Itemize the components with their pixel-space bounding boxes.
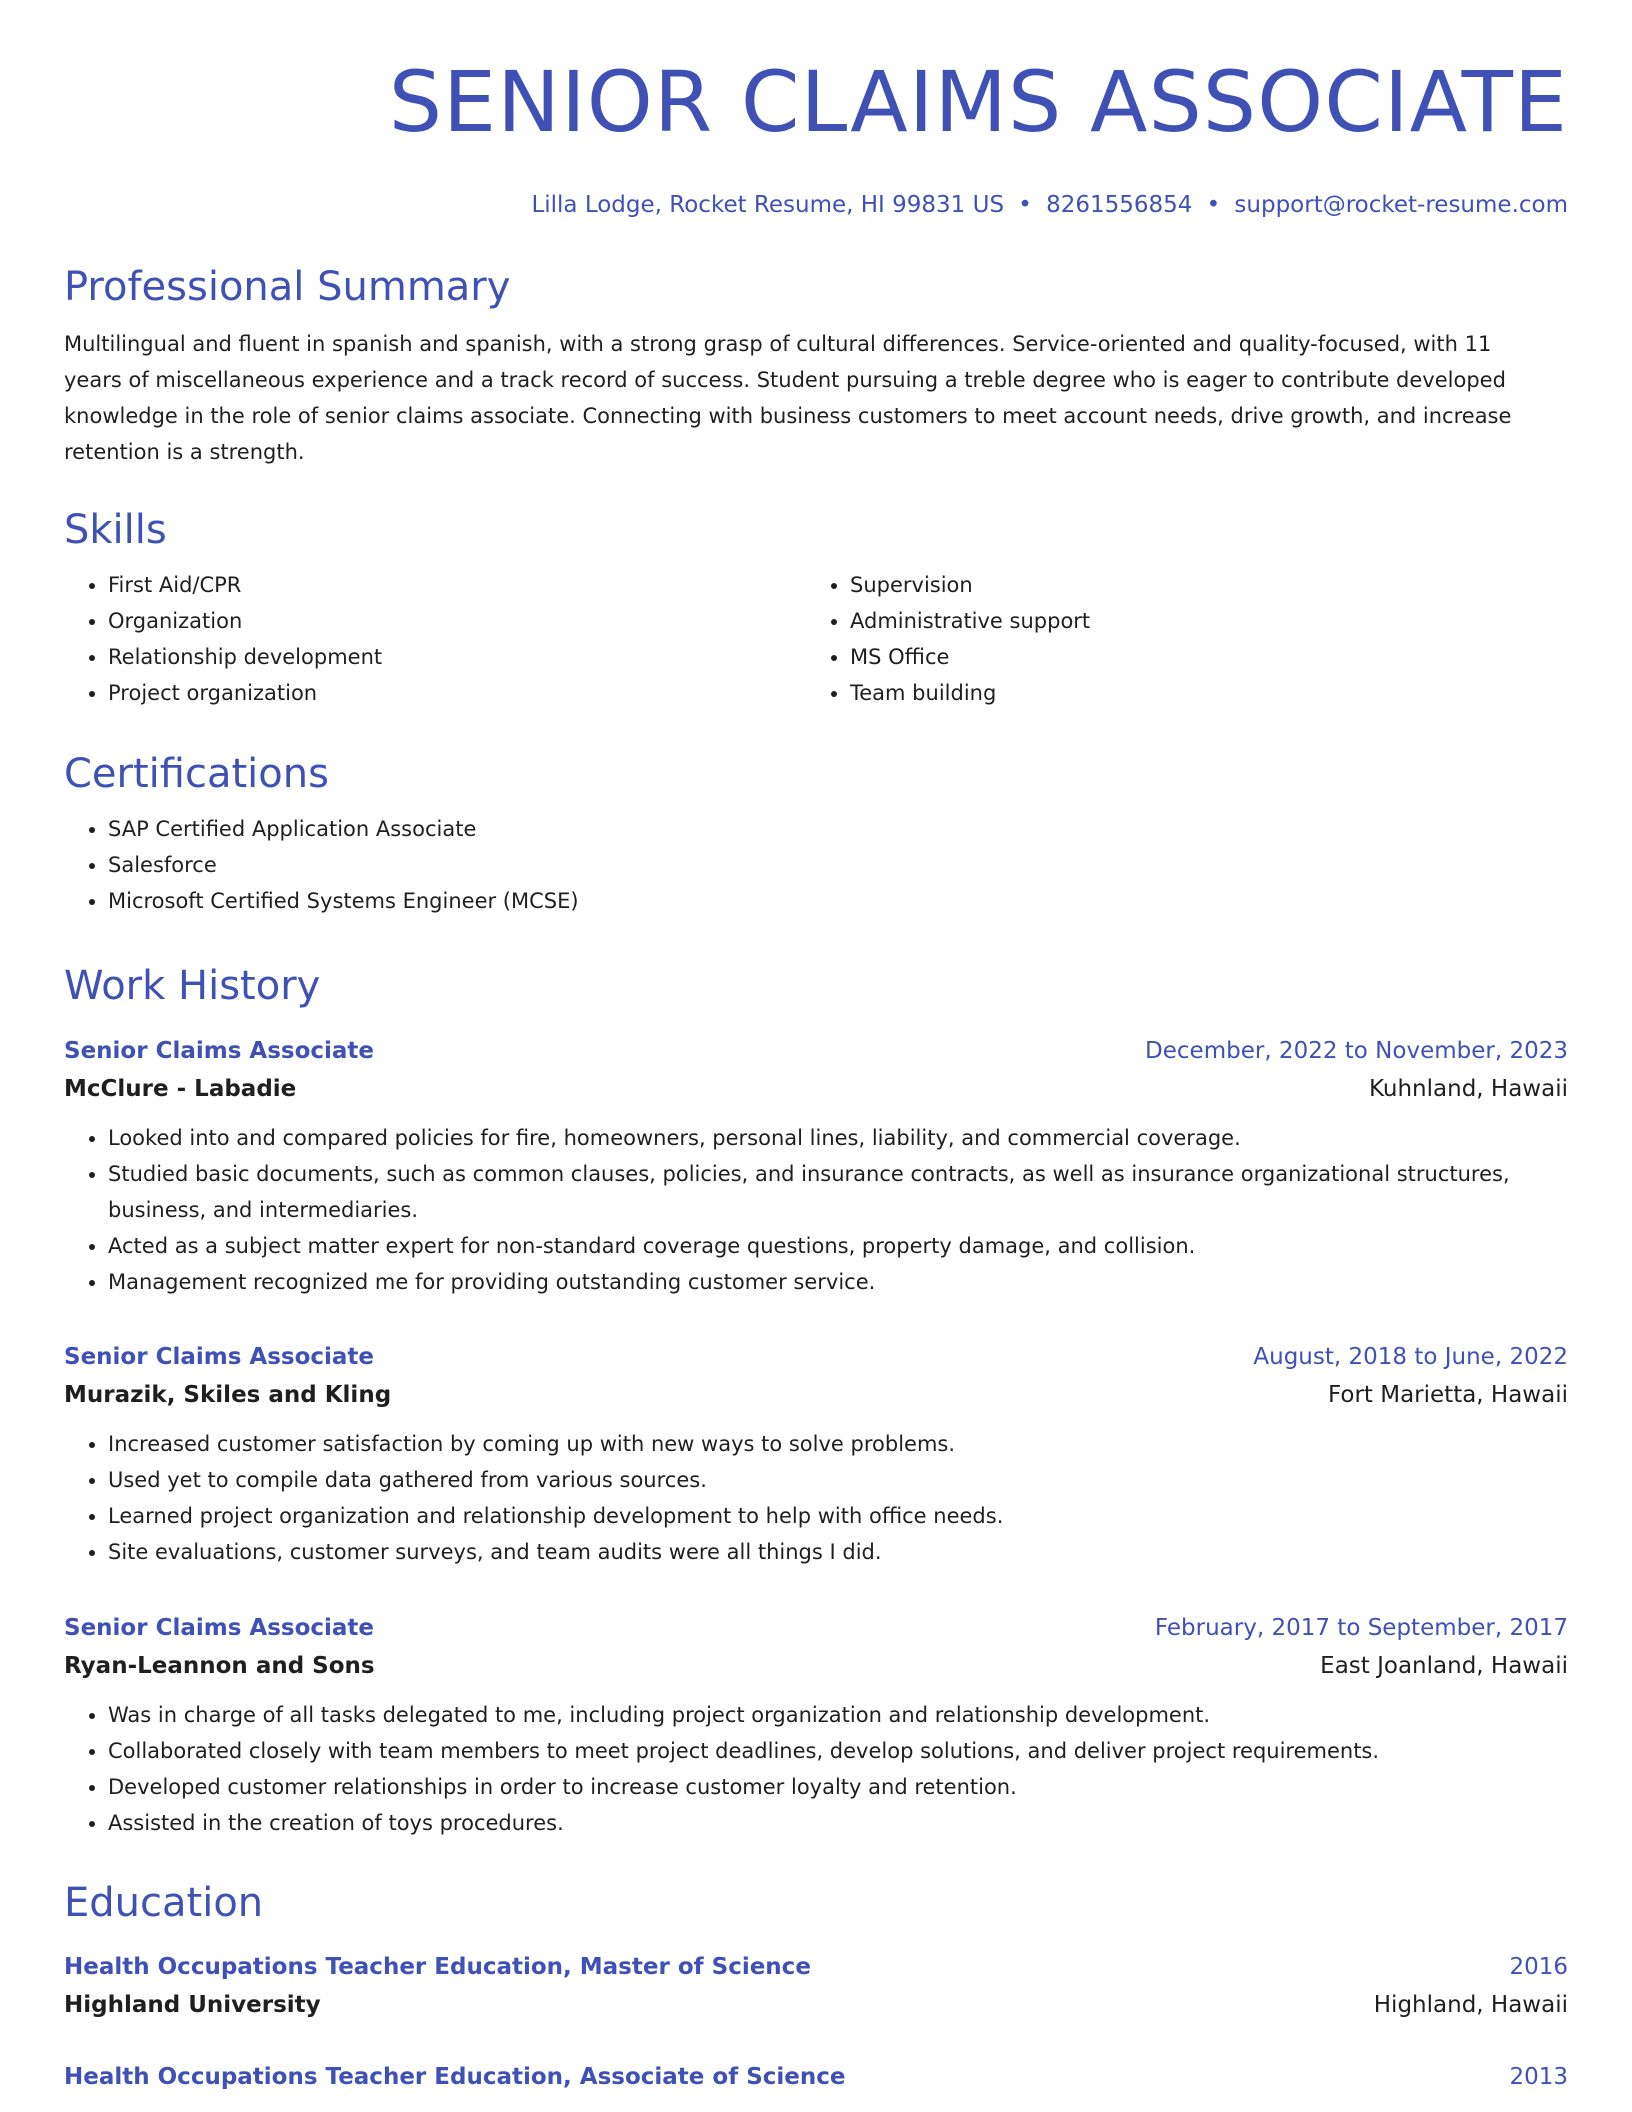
job-dates: February, 2017 to September, 2017: [1154, 1615, 1568, 1641]
job-bullet: • Developed customer relationships in order to increase customer loyalty and retention.: [108, 1769, 1568, 1805]
job-bullet: • Looked into and compared policies for fire, homeowners, personal lines, liability, and commercial coverage.: [108, 1120, 1568, 1156]
job-company: Murazik, Skiles and Kling: [64, 1382, 392, 1408]
summary-text: Multilingual and fluent in spanish and spanish, with a strong grasp of cultural differences. Service-oriented and quality-focused, with 11 years of miscellaneous experience and a track record of success. Student pursuing a treble degree who is eager to contribute developed knowledge in the role of senior claims associate. Connecting with business customers to meet account needs, drive growth, and increase retention is a strength.: [64, 332, 1512, 464]
education-header: [64, 1948, 1568, 1986]
job-subheader: [64, 1647, 1568, 1685]
job-bullet: • Management recognized me for providing outstanding customer service.: [108, 1264, 1568, 1300]
contact-address: Lilla Lodge, Rocket Resume, HI 99831 US: [531, 192, 1005, 218]
skill-item: • Supervision: [850, 567, 1548, 603]
job-bullet: • Collaborated closely with team members to meet project deadlines, develop solutions, and deliver project requirements.: [108, 1733, 1568, 1769]
education-location: Highland, Hawaii: [1373, 1992, 1568, 2018]
contact-phone: 8261556854: [1046, 192, 1193, 218]
job-bullets: [64, 1697, 1568, 1841]
job-title: Senior Claims Associate: [64, 1344, 375, 1370]
job-header: [64, 1032, 1568, 1070]
skill-item: • MS Office: [850, 639, 1548, 675]
job-bullet: • Site evaluations, customer surveys, and team audits were all things I did.: [108, 1534, 1568, 1570]
skill-item: • Relationship development: [108, 639, 806, 675]
skills-section: [64, 505, 1568, 711]
contact-email[interactable]: support@rocket-resume.com: [1234, 192, 1568, 218]
certification-item: • SAP Certified Application Associate: [108, 811, 1568, 847]
job-bullet: • Used yet to compile data gathered from various sources.: [108, 1462, 1568, 1498]
education-degree: Health Occupations Teacher Education, Associate of Science: [64, 2064, 846, 2090]
education-subheader: [64, 1986, 1568, 2024]
contact-separator: •: [1018, 192, 1032, 218]
job-header: [64, 1338, 1568, 1376]
certifications-section: [64, 749, 1568, 919]
job-company: McClure - Labadie: [64, 1076, 297, 1102]
job-bullet: • Acted as a subject matter expert for non-standard coverage questions, property damage, and collision.: [108, 1228, 1568, 1264]
education-section: [64, 1878, 1568, 1928]
certification-item: • Salesforce: [108, 847, 1568, 883]
job-bullet: • Studied basic documents, such as common clauses, policies, and insurance contracts, as well as insurance organizational structures, business, and intermediaries.: [108, 1156, 1568, 1228]
job-bullets: [64, 1120, 1568, 1300]
certification-item: • Microsoft Certified Systems Engineer (MCSE): [108, 883, 1568, 919]
job-location: East Joanland, Hawaii: [1320, 1653, 1568, 1679]
education-entry: [64, 1948, 1568, 2024]
job-dates: August, 2018 to June, 2022: [1253, 1344, 1568, 1370]
skills-list-right: [806, 567, 1548, 711]
job-subheader: [64, 1070, 1568, 1108]
job-bullet: • Assisted in the creation of toys procedures.: [108, 1805, 1568, 1841]
job-subheader: [64, 1376, 1568, 1414]
job-bullet: • Learned project organization and relationship development to help with office needs.: [108, 1498, 1568, 1534]
contact-line: [64, 190, 1568, 220]
job-title: Senior Claims Associate: [64, 1038, 375, 1064]
summary-title: Professional Summary: [64, 264, 511, 310]
contact-separator: •: [1206, 192, 1221, 218]
job-header: [64, 1609, 1568, 1647]
education-year: 2016: [1509, 1954, 1568, 1980]
job-entry: [64, 1609, 1568, 1841]
job-location: Kuhnland, Hawaii: [1368, 1076, 1568, 1102]
job-location: Fort Marietta, Hawaii: [1327, 1382, 1568, 1408]
job-dates: December, 2022 to November, 2023: [1145, 1038, 1568, 1064]
education-title: Education: [64, 1880, 264, 1926]
education-entry: [64, 2058, 1568, 2096]
job-title: Senior Claims Associate: [64, 1615, 375, 1641]
education-year: 2013: [1509, 2064, 1568, 2090]
skill-item: • First Aid/CPR: [108, 567, 806, 603]
education-header: [64, 2058, 1568, 2096]
job-bullet: • Increased customer satisfaction by coming up with new ways to solve problems.: [108, 1426, 1568, 1462]
resume-name: SENIOR CLAIMS ASSOCIATE: [388, 53, 1568, 151]
certifications-title: Certifications: [64, 751, 329, 797]
skills-grid: [64, 567, 1568, 711]
skills-list-left: [64, 567, 806, 711]
job-bullet: • Was in charge of all tasks delegated to me, including project organization and relationship development.: [108, 1697, 1568, 1733]
job-entry: [64, 1338, 1568, 1570]
skill-item: • Administrative support: [850, 603, 1548, 639]
work-history-title: Work History: [64, 963, 321, 1009]
skills-title: Skills: [64, 507, 167, 553]
education-school: Highland University: [64, 1992, 321, 2018]
work-history-section: [64, 961, 1568, 1011]
job-entry: [64, 1032, 1568, 1300]
skill-item: • Project organization: [108, 675, 806, 711]
skill-item: • Organization: [108, 603, 806, 639]
skill-item: • Team building: [850, 675, 1548, 711]
job-company: Ryan-Leannon and Sons: [64, 1653, 375, 1679]
certifications-list: [64, 811, 1568, 919]
education-degree: Health Occupations Teacher Education, Master of Science: [64, 1954, 811, 1980]
job-bullets: [64, 1426, 1568, 1570]
summary-section: [64, 262, 1544, 470]
resume-header: [64, 0, 1568, 220]
